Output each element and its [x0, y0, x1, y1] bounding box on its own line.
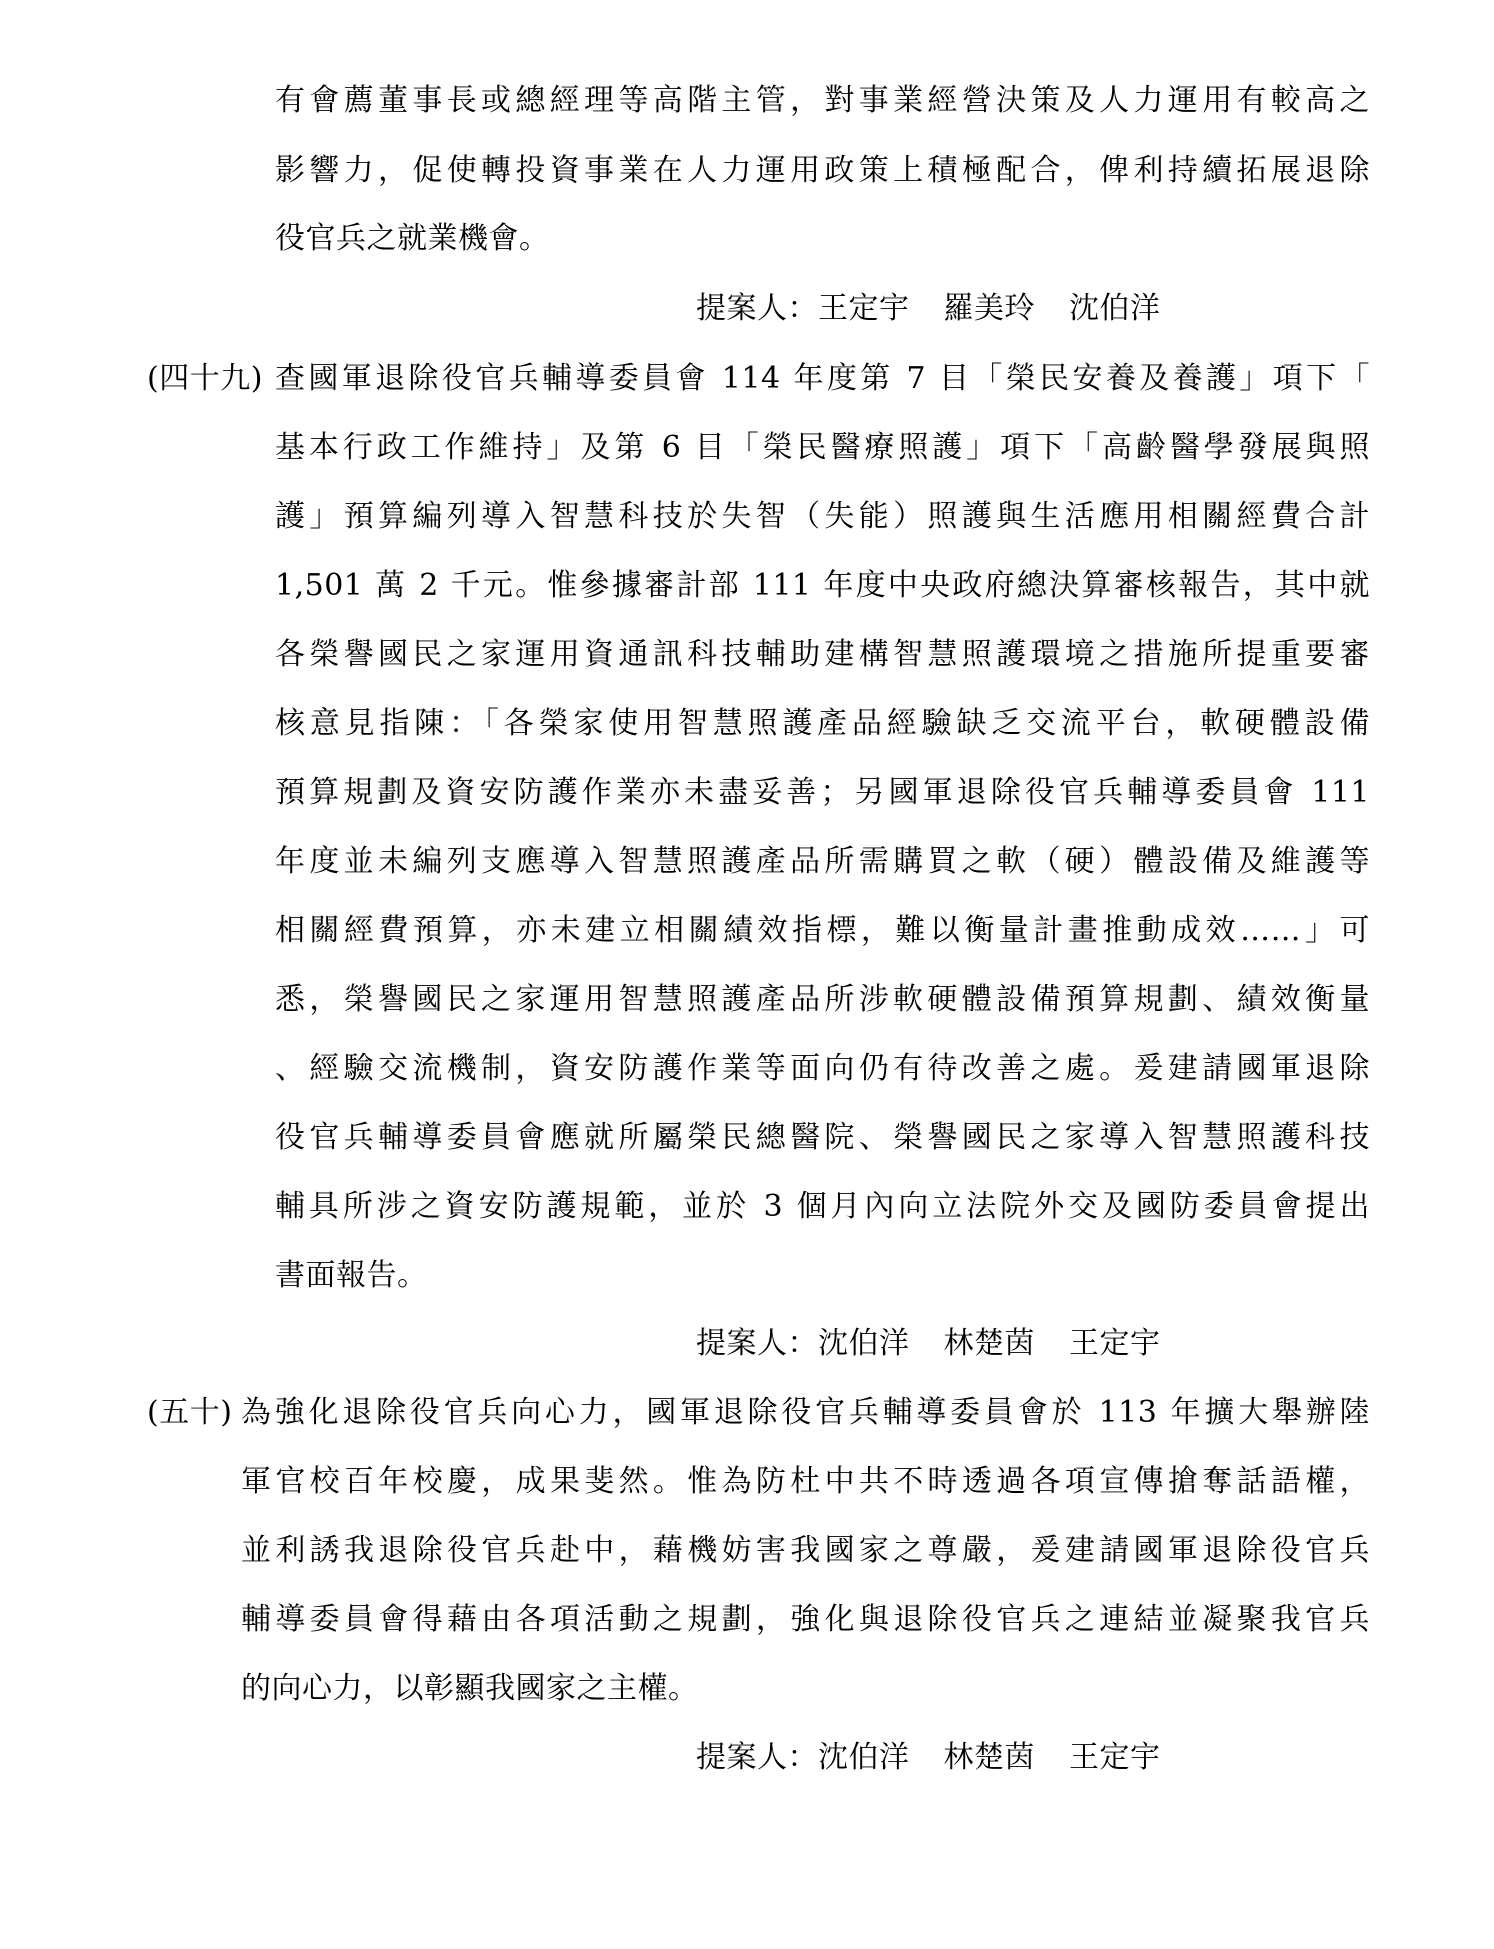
item49-line-12: 役官兵輔導委員會應就所屬榮民總醫院、榮譽國民之家導入智慧照護科技	[275, 1120, 1370, 1155]
item50-line-3: 並利誘我退除役官兵赴中，藉機妨害我國家之尊嚴，爰建請國軍退除役官兵	[241, 1533, 1370, 1568]
proposer-name: 王定宇	[1069, 1326, 1161, 1361]
proposer-label: 提案人：	[696, 1326, 818, 1361]
item49-line-14: 書面報告。	[275, 1258, 428, 1293]
item49-line-6: 核意見指陳：「各榮家使用智慧照護產品經驗缺乏交流平台，軟硬體設備	[275, 706, 1370, 741]
item49-line-4: 1,501 萬 2 千元。惟參據審計部 111 年度中央政府總決算審核報告，其中就	[275, 568, 1370, 603]
item50-line-2: 軍官校百年校慶，成果斐然。惟為防杜中共不時透過各項宣傳搶奪話語權，	[241, 1464, 1370, 1499]
proposer-label: 提案人：	[696, 1740, 818, 1775]
proposer-name: 沈伯洋	[818, 1326, 910, 1361]
item49-line-13: 輔具所涉之資安防護規範，並於 3 個月內向立法院外交及國防委員會提出	[275, 1189, 1370, 1224]
continuation-proposer	[696, 289, 1161, 329]
proposer-name: 羅美玲	[943, 291, 1035, 326]
proposer-name: 沈伯洋	[1069, 291, 1161, 326]
proposer-name: 王定宇	[818, 291, 910, 326]
proposer-name: 沈伯洋	[818, 1740, 910, 1775]
item49-line-1: 查國軍退除役官兵輔導委員會 114 年度第 7 目「榮民安養及養護」項下「	[275, 361, 1370, 396]
item50-line-1: 為強化退除役官兵向心力，國軍退除役官兵輔導委員會於 113 年擴大舉辦陸	[241, 1395, 1370, 1430]
item49-line-2: 基本行政工作維持」及第 6 目「榮民醫療照護」項下「高齡醫學發展與照	[275, 430, 1370, 465]
item49-line-5: 各榮譽國民之家運用資通訊科技輔助建構智慧照護環境之措施所提重要審	[275, 637, 1370, 672]
item49-line-3: 護」預算編列導入智慧科技於失智（失能）照護與生活應用相關經費合計	[275, 499, 1370, 534]
continuation-line-3: 役官兵之就業機會。	[275, 221, 550, 256]
item49-proposer	[696, 1324, 1161, 1364]
item49-line-10: 悉，榮譽國民之家運用智慧照護產品所涉軟硬體設備預算規劃、績效衡量	[275, 982, 1370, 1017]
continuation-line-2: 影響力，促使轉投資事業在人力運用政策上積極配合，俾利持續拓展退除	[275, 153, 1370, 188]
item49-line-9: 相關經費預算，亦未建立相關績效指標，難以衡量計畫推動成效……」可	[275, 913, 1370, 948]
proposer-name: 林楚茵	[943, 1326, 1035, 1361]
item50-proposer	[696, 1738, 1161, 1778]
continuation-line-1: 有會薦董事長或總經理等高階主管，對事業經營決策及人力運用有較高之	[275, 83, 1370, 118]
proposer-label: 提案人：	[696, 291, 818, 326]
item49-line-8: 年度並未編列支應導入智慧照護產品所需購買之軟（硬）體設備及維護等	[275, 844, 1370, 879]
item49-line-7: 預算規劃及資安防護作業亦未盡妥善；另國軍退除役官兵輔導委員會 111	[275, 775, 1370, 810]
item50-line-4: 輔導委員會得藉由各項活動之規劃，強化與退除役官兵之連結並凝聚我官兵	[241, 1602, 1370, 1637]
proposer-name: 王定宇	[1069, 1740, 1161, 1775]
item49-number: (四十九)	[147, 361, 263, 396]
item50-number: (五十)	[147, 1395, 233, 1430]
item50-line-5: 的向心力，以彰顯我國家之主權。	[241, 1671, 699, 1706]
item49-line-11: 、經驗交流機制，資安防護作業等面向仍有待改善之處。爰建請國軍退除	[275, 1051, 1370, 1086]
proposer-name: 林楚茵	[943, 1740, 1035, 1775]
